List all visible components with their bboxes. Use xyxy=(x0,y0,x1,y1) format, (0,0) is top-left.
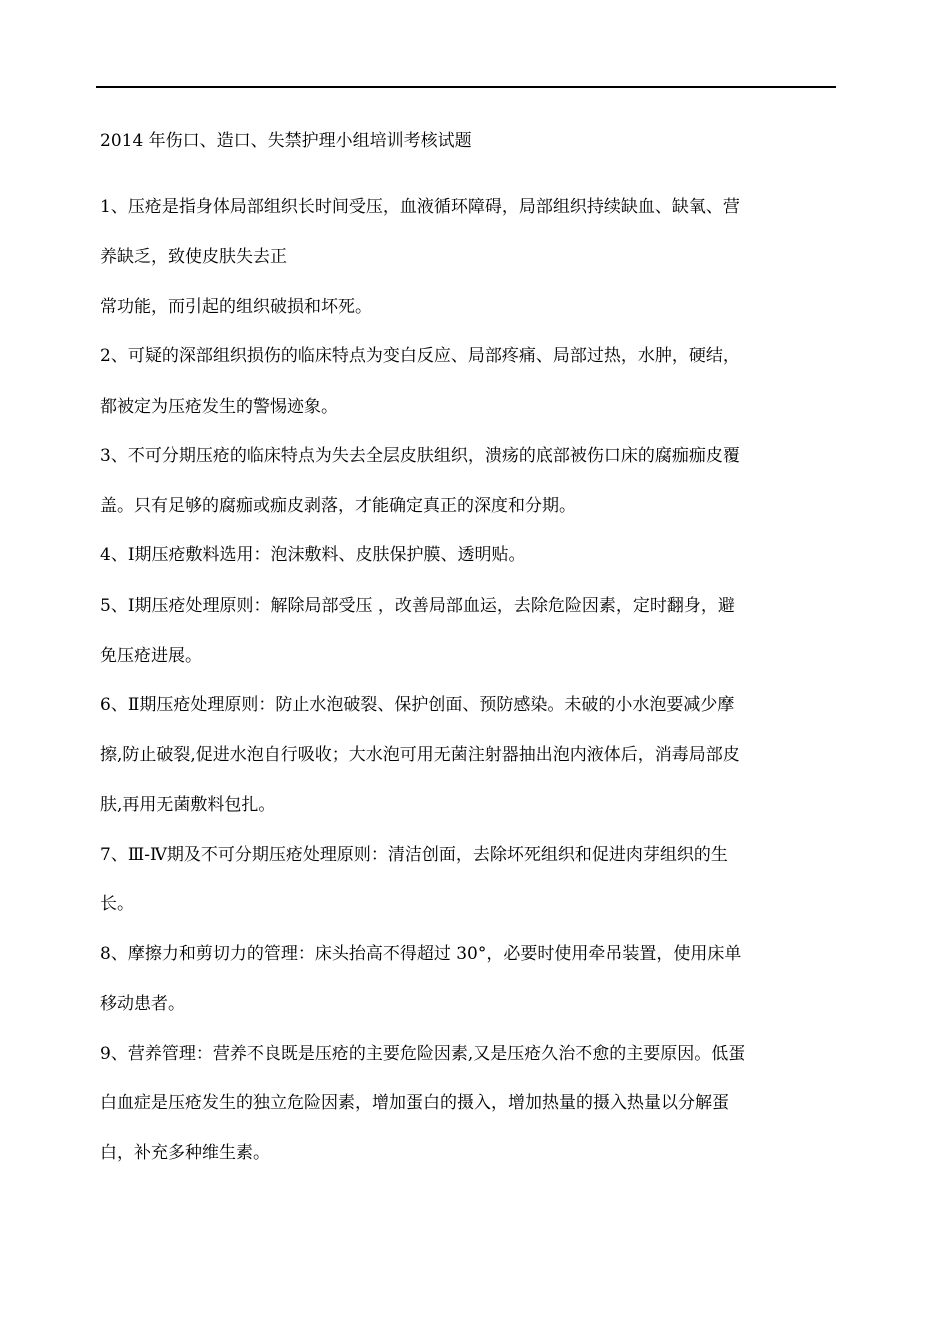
item-6-line-3: 肤,再用无菌敷料包扎。 xyxy=(100,795,276,815)
item-6-line-2: 擦,防止破裂,促进水泡自行吸收；大水泡可用无菌注射器抽出泡内液体后，消毒局部皮 xyxy=(100,745,740,765)
header-rule xyxy=(96,86,836,88)
item-4-line-1: 4、Ⅰ期压疮敷料选用：泡沫敷料、皮肤保护膜、透明贴。 xyxy=(100,545,526,565)
item-7-line-2: 长。 xyxy=(100,894,134,914)
item-8-line-2: 移动患者。 xyxy=(100,994,185,1014)
item-9-line-3: 白，补充多种维生素。 xyxy=(100,1143,270,1163)
item-9-line-2: 白血症是压疮发生的独立危险因素，增加蛋白的摄入，增加热量的摄入热量以分解蛋 xyxy=(100,1093,729,1113)
item-1-line-2: 养缺乏，致使皮肤失去正 xyxy=(100,247,287,267)
item-5-line-1: 5、Ⅰ期压疮处理原则：解除局部受压 ，改善局部血运，去除危险因素，定时翻身，避 xyxy=(100,596,735,616)
item-7-line-1: 7、Ⅲ-Ⅳ期及不可分期压疮处理原则：清洁创面，去除坏死组织和促进肉芽组织的生 xyxy=(100,845,728,865)
item-6-line-1: 6、Ⅱ期压疮处理原则：防止水泡破裂、保护创面、预防感染。未破的小水泡要减少摩 xyxy=(100,695,735,715)
item-3-line-2: 盖。只有足够的腐痂或痂皮剥落，才能确定真正的深度和分期。 xyxy=(100,496,576,516)
item-9-line-1: 9、营养管理：营养不良既是压疮的主要危险因素,又是压疮久治不愈的主要原因。低蛋 xyxy=(100,1044,746,1064)
item-3-line-1: 3、不可分期压疮的临床特点为失去全层皮肤组织，溃疡的底部被伤口床的腐痂痂皮覆 xyxy=(100,446,740,466)
item-2-line-1: 2、可疑的深部组织损伤的临床特点为变白反应、局部疼痛、局部过热，水肿，硬结， xyxy=(100,346,740,366)
item-1-line-3: 常功能，而引起的组织破损和坏死。 xyxy=(100,297,372,317)
item-1-line-1: 1、压疮是指身体局部组织长时间受压，血液循环障碍，局部组织持续缺血、缺氧、营 xyxy=(100,197,740,217)
document-title: 2014 年伤口、造口、失禁护理小组培训考核试题 xyxy=(100,131,472,151)
item-8-line-1: 8、摩擦力和剪切力的管理：床头抬高不得超过 30°，必要时使用牵吊装置，使用床单 xyxy=(100,944,742,964)
item-2-line-2: 都被定为压疮发生的警惕迹象。 xyxy=(100,397,338,417)
item-5-line-2: 免压疮进展。 xyxy=(100,646,202,666)
